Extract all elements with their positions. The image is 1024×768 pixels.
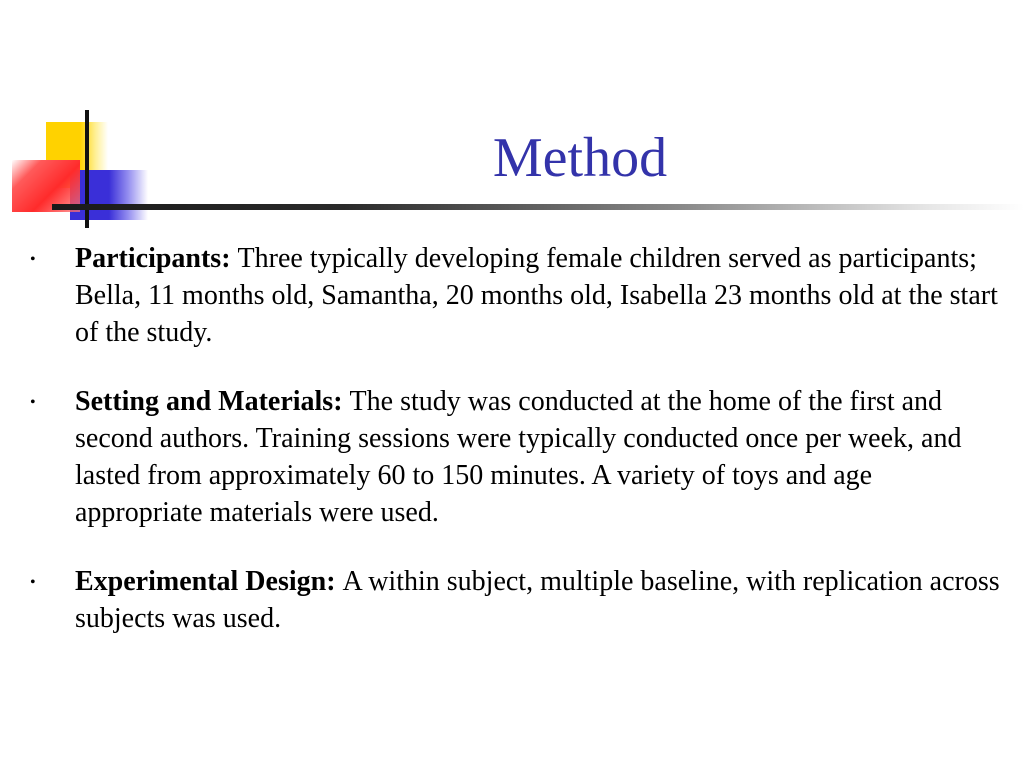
bullet-participants [30,240,1005,351]
bullet-setting-materials [30,383,1005,531]
blue-square-decoration [70,170,148,220]
header-divider [52,204,1024,210]
slide-title: Method [492,127,668,189]
bullet-heading: Participants: [75,243,238,274]
bullet-heading: Setting and Materials: [75,386,350,417]
bullet-icon: • [30,574,36,591]
bullet-list [30,240,1005,637]
bullet-text: The study was conducted at the home of the first and second authors. Training sessions were typically conducted once per week, and lasted from approximately 60 to 150 minutes. A variety of toys and age appropriate materials were used. [75,386,962,528]
bullet-text: Three typically developing female children served as participants; Bella, 11 months old, Samantha, 20 months old, Isabella 23 months old at the start of the study. [75,243,998,348]
bullet-experimental-design [30,563,1005,637]
vertical-line-decoration [85,110,89,228]
bullet-icon: • [30,251,36,268]
bullet-heading: Experimental Design: [75,566,343,597]
bullet-icon: • [30,394,36,411]
bullet-text: A within subject, multiple baseline, with replication across subjects was used. [75,566,1000,634]
